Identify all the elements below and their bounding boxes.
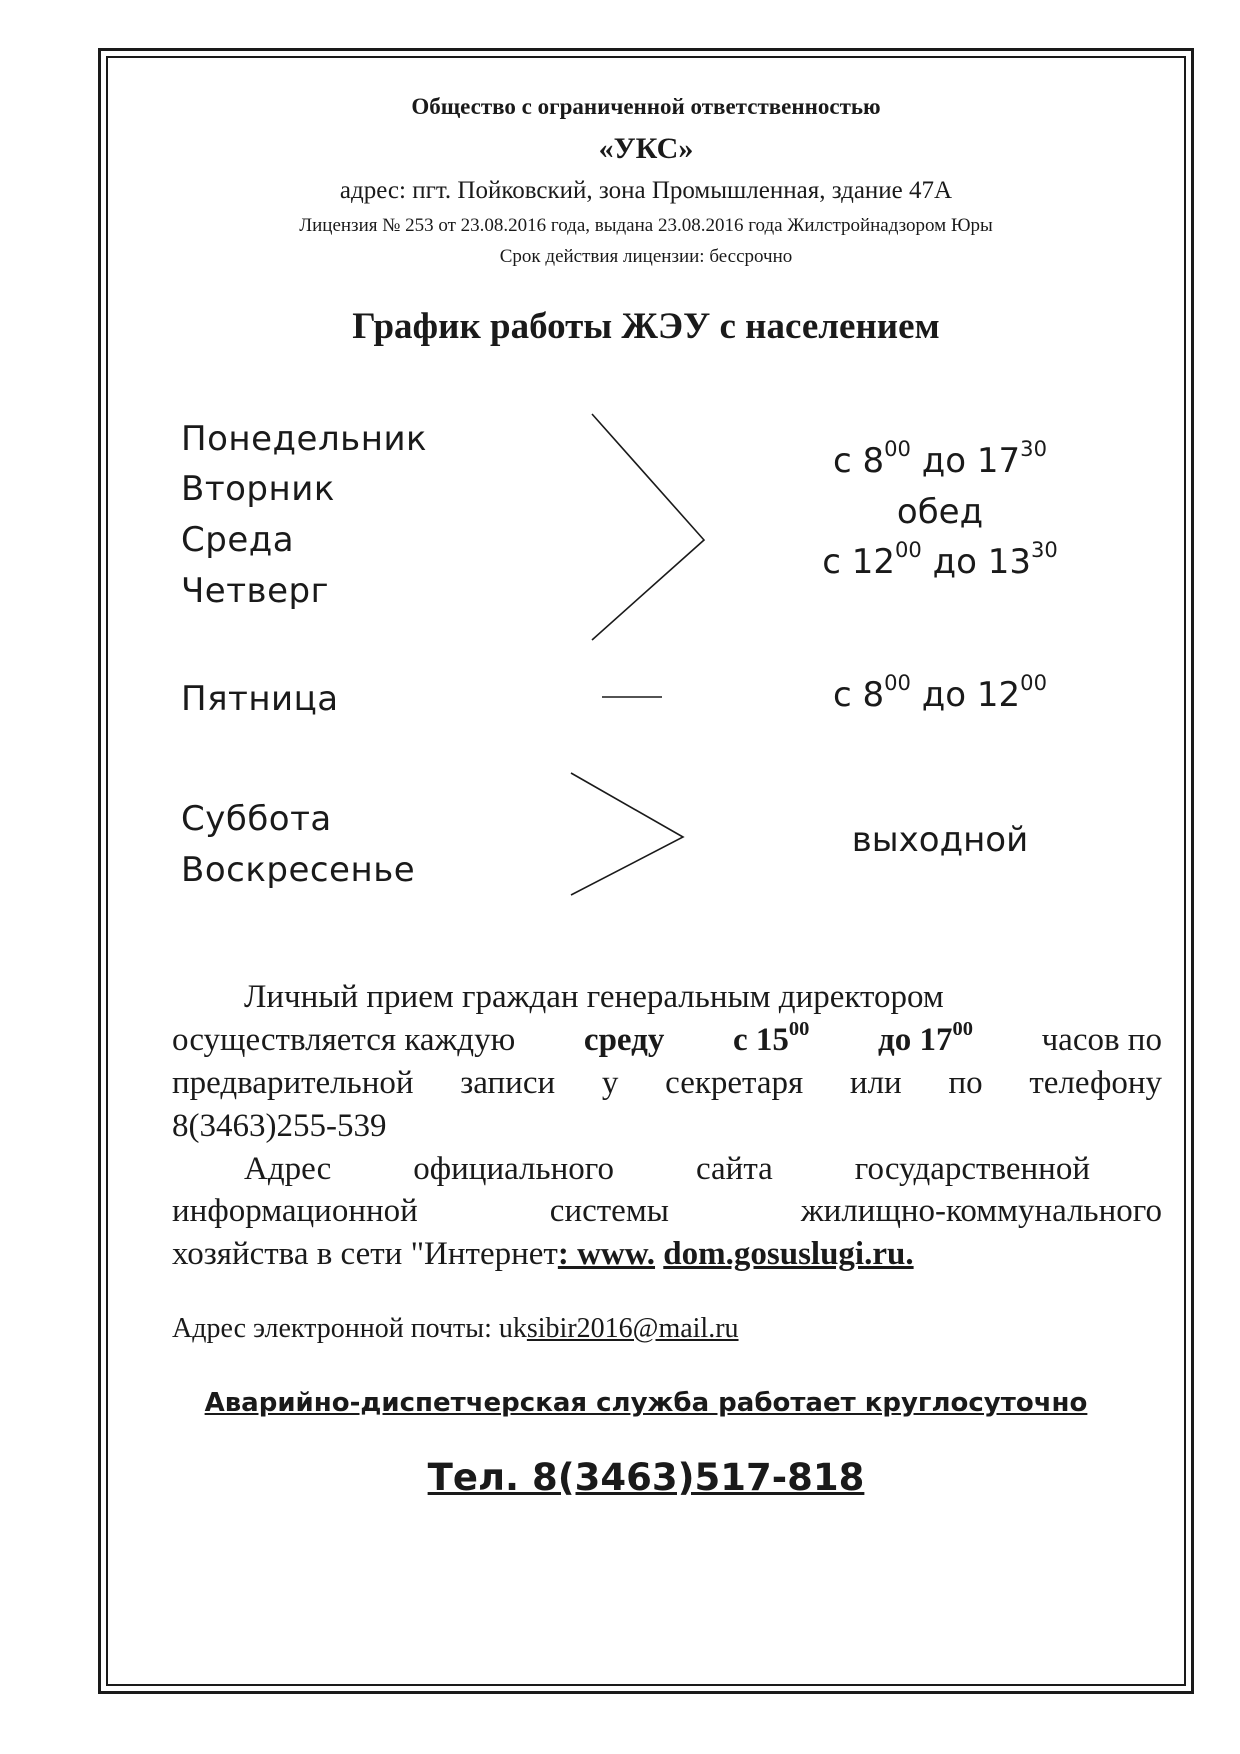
friday-hours: с $8^{00}$ до $12^{00}$ xyxy=(833,670,1047,715)
email-link[interactable]: sibir2016@mail.ru xyxy=(526,1313,739,1344)
emergency-service: Аварийно-диспетчерская служба работает круглосуточно xyxy=(204,1388,1088,1418)
reception-phone: 8(3463)255-539 xyxy=(172,1108,387,1144)
reception-line-1: Личный прием граждан генеральным директором xyxy=(244,979,944,1015)
day-wednesday: Среда xyxy=(181,520,295,560)
org-type: Общество с ограниченной ответственностью xyxy=(411,94,881,119)
day-sunday: Воскресенье xyxy=(181,850,416,890)
weekend-label: выходной xyxy=(851,820,1029,860)
day-friday: Пятница xyxy=(181,679,339,719)
site-line-2: информационной системы жилищно-коммунального xyxy=(172,1193,1162,1229)
site-link[interactable]: dom.gosuslugi.ru. xyxy=(663,1236,914,1272)
reception-line-3: предварительной записи у секретаря или по телефону xyxy=(172,1065,1162,1101)
email-line: Адрес электронной почты: uksibir2016@mail.ru xyxy=(172,1313,739,1344)
license-info: Лицензия № 253 от 23.08.2016 года, выдана 23.08.2016 года Жилстройнадзором Юры xyxy=(299,215,993,236)
day-saturday: Суббота xyxy=(181,799,332,839)
lunch-label: обед xyxy=(896,492,984,532)
weekend-bracket-arrow xyxy=(571,773,683,895)
site-link-prefix[interactable]: : www. xyxy=(557,1236,656,1272)
reception-line-2: осуществляется каждую среду с $15^{00}$ до $17^{00}$ часов по xyxy=(172,1017,1162,1058)
day-tuesday: Вторник xyxy=(181,469,335,509)
org-name: «УКС» xyxy=(598,132,694,165)
site-line-3: хозяйства в сети "Интернет: www. dom.gosuslugi.ru. xyxy=(172,1236,914,1272)
day-thursday: Четверг xyxy=(181,571,329,611)
day-monday: Понедельник xyxy=(181,419,428,459)
emergency-phone: Тел. 8(3463)517-818 xyxy=(427,1456,865,1499)
page-title: График работы ЖЭУ с населением xyxy=(352,306,940,347)
lunch-hours: с $12^{00}$ до $13^{30}$ xyxy=(822,537,1058,582)
license-term: Срок действия лицензии: бессрочно xyxy=(499,246,793,267)
weekday-hours: с $8^{00}$ до $17^{30}$ xyxy=(833,436,1047,481)
weekday-bracket-arrow xyxy=(592,414,704,640)
site-line-1: Адрес официального сайта государственной xyxy=(244,1151,1090,1187)
org-address: адрес: пгт. Пойковский, зона Промышленная, здание 47А xyxy=(339,177,953,204)
